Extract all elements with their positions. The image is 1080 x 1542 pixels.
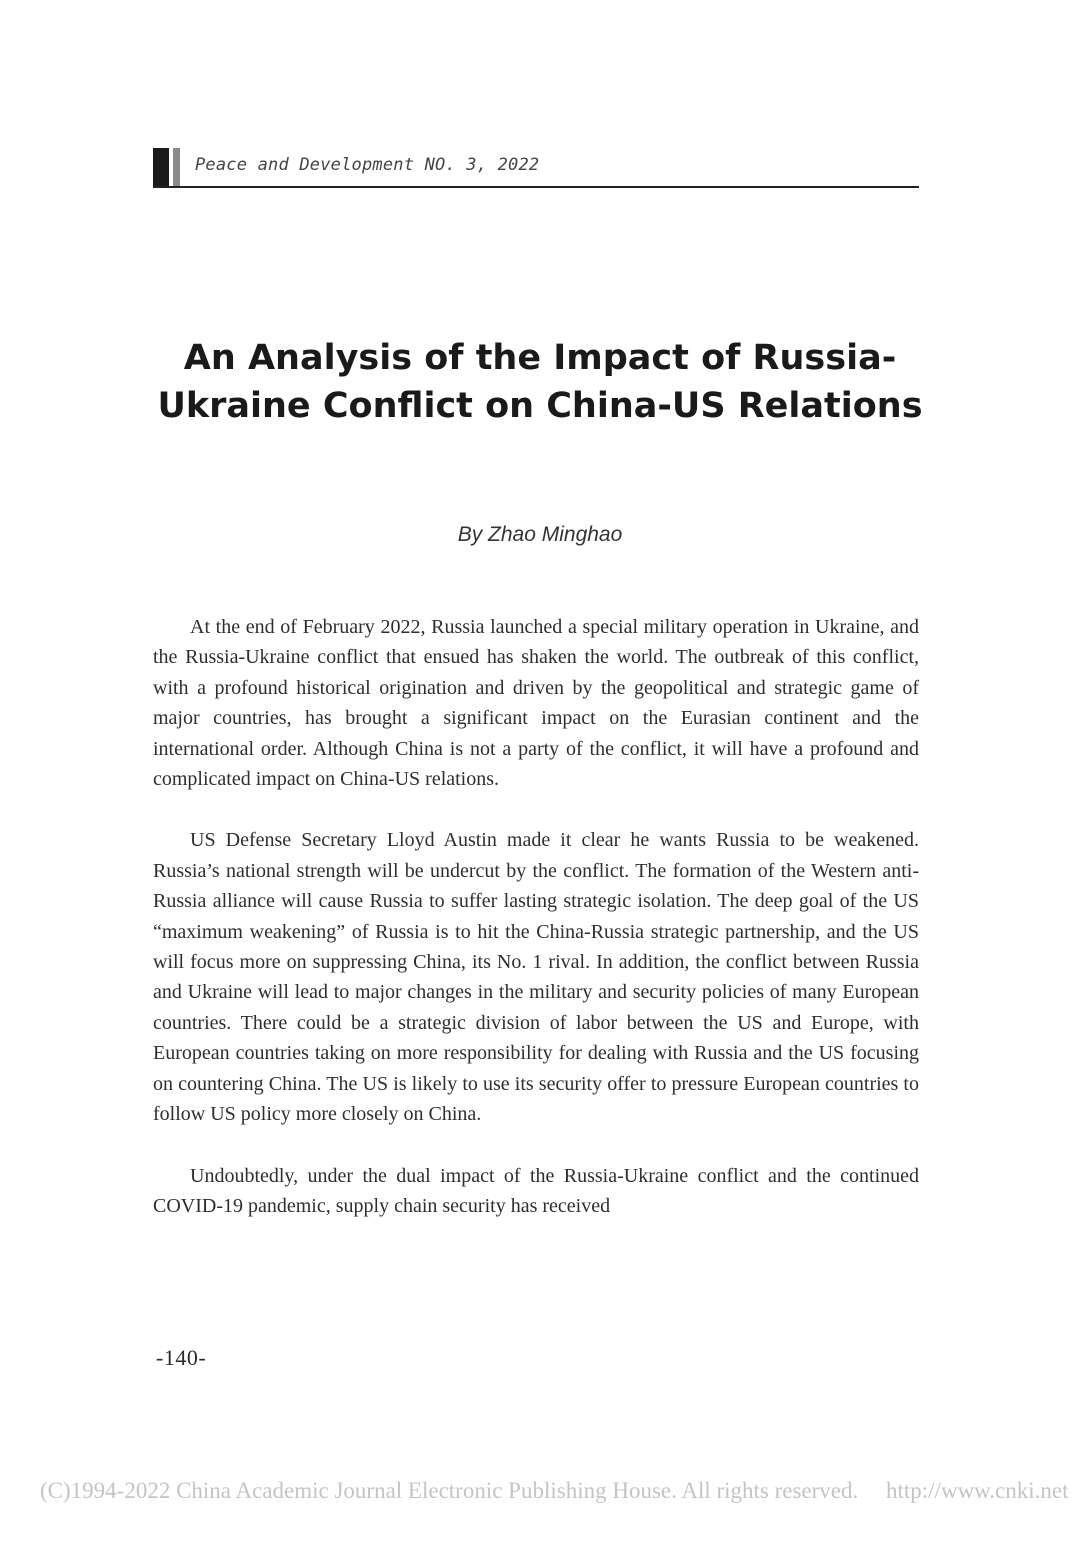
- article-body: [153, 612, 919, 1252]
- article-author: By Zhao Minghao: [457, 523, 623, 546]
- header-bar-thin: [173, 148, 180, 186]
- cnki-url: http://www.cnki.net: [886, 1478, 1069, 1503]
- page-number: -140-: [156, 1345, 207, 1370]
- copyright-notice: [40, 1478, 1080, 1504]
- copyright-text: (C)1994-2022 China Academic Journal Electronic Publishing House. All rights reserved.: [40, 1478, 859, 1503]
- body-paragraph-3: Undoubtedly, under the dual impact of the Russia-Ukraine conflict and the continued COVID-19 pandemic, supply chain security has received: [153, 1164, 919, 1217]
- body-paragraph-2: US Defense Secretary Lloyd Austin made it clear he wants Russia to be weakened. Russia’s national strength will be undercut by the conflict. The formation of the Western anti-Russia alliance will cause Russia to suffer lasting strategic isolation. The deep goal of the US “maximum weakening” of Russia is to hit the China-Russia strategic partnership, and the US will focus more on suppressing China, its No. 1 rival. In addition, the conflict between Russia and Ukraine will lead to major changes in the military and security policies of many European countries. There could be a strategic division of labor between the US and Europe, with European countries taking on more responsibility for dealing with Russia and the US focusing on countering China. The US is likely to use its security offer to pressure European countries to follow US policy more closely on China.: [153, 829, 919, 1126]
- body-paragraph-1: At the end of February 2022, Russia launched a special military operation in Ukraine, and the Russia-Ukraine conflict that ensued has shaken the world. The outbreak of this conflict, with a profound historical origination and driven by the geopolitical and strategic game of major countries, has brought a significant impact on the Eurasian continent and the international order. Although China is not a party of the conflict, it will have a profound and complicated impact on China-US relations.: [153, 616, 919, 791]
- header-bar-thick: [153, 148, 169, 186]
- running-header: [153, 146, 919, 188]
- header-bar-mark: [153, 148, 183, 186]
- journal-header: Peace and Development NO. 3, 2022: [195, 155, 540, 175]
- article-title: An Analysis of the Impact of Russia-Ukraine Conflict on China-US Relations: [157, 338, 923, 426]
